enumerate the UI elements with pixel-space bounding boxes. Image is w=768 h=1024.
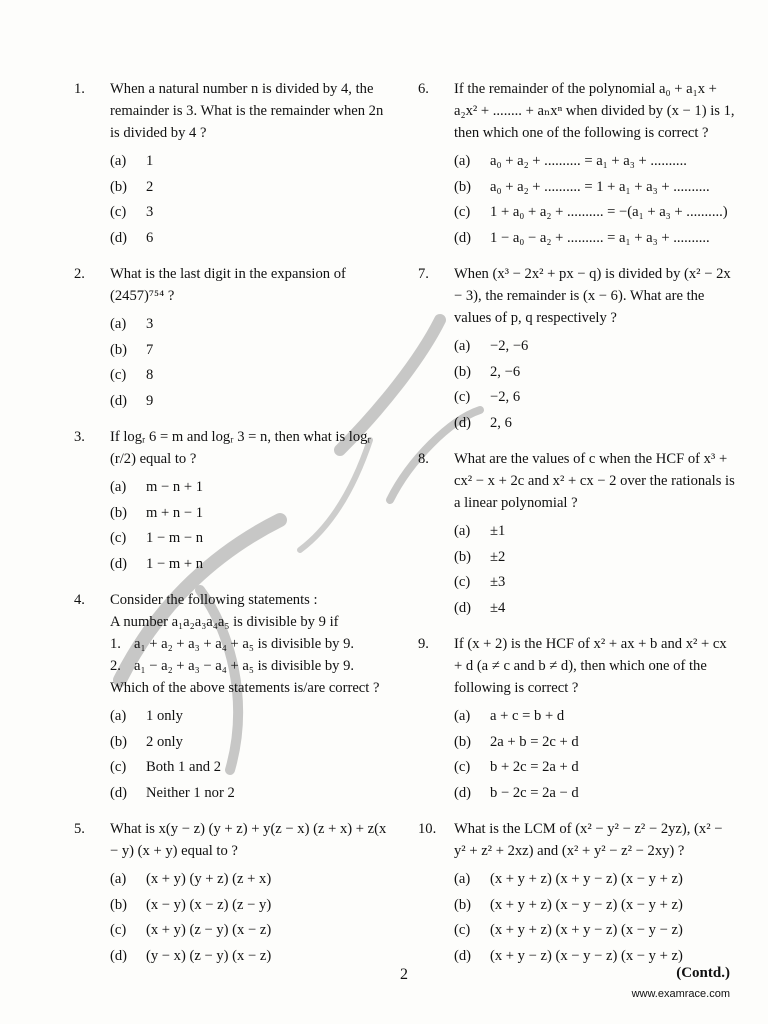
option-text: 1 − a₀ − a₂ + .......... = a₁ + a₃ + .......... [490,229,710,246]
options-list [110,149,396,251]
option [110,363,396,389]
option-label: (d) [454,784,472,801]
option-label: (c) [454,922,471,938]
option-text: −2, 6 [490,389,521,405]
option-text: (x + y + z) (x + y − z) (x − y − z) [490,922,683,938]
option [454,893,736,919]
question-number: 6. [418,81,429,97]
option-label: (b) [454,178,472,195]
option-text: (x + y − z) (x − y − z) (x − y + z) [490,947,683,964]
option-label: (d) [110,555,128,572]
option-text: 3 [146,316,154,332]
option-text: 2a + b = 2c + d [490,733,579,750]
option [110,389,396,415]
right-column [418,78,736,981]
option-label: (a) [454,523,471,539]
question-body [454,633,736,806]
option-text: m + n − 1 [146,504,203,521]
question-body [110,589,396,806]
option [110,730,396,756]
option-label: (b) [110,178,128,195]
option-text: (x + y) (z − y) (x − z) [146,922,272,938]
option [110,704,396,730]
option-text: 2, 6 [490,414,512,431]
option [110,226,396,252]
question [74,263,396,414]
option-text: 2, −6 [490,363,521,380]
option-text: ±2 [490,548,506,565]
option [110,552,396,578]
option-label: (a) [454,153,471,169]
question [74,818,396,969]
options-list [110,867,396,969]
option [110,944,396,970]
question [74,589,396,806]
continued-label: (Contd.) [676,965,730,981]
statement-number: 1. [110,636,121,652]
option-label: (c) [110,759,127,775]
option [110,526,396,552]
option-label: (b) [110,504,128,521]
option [454,755,736,781]
option [454,918,736,944]
question-number: 8. [418,451,429,467]
option [454,596,736,622]
option-text: (y − x) (z − y) (x − z) [146,947,272,964]
option-text: Both 1 and 2 [146,759,221,775]
option-label: (c) [110,530,127,546]
option-text: b − 2c = 2a − d [490,784,579,801]
option [110,755,396,781]
option [454,200,736,226]
question-body [454,818,736,969]
option [454,570,736,596]
statement [110,655,396,677]
question [418,78,736,251]
question-text: When a natural number n is divided by 4, the remainder is 3. What is the remainder when 2n is divided by 4 ? [110,81,384,141]
option [110,918,396,944]
option-text: b + 2c = 2a + d [490,759,579,775]
option [454,334,736,360]
question-body [110,78,396,251]
option-text: ±3 [490,574,506,590]
option-text: a₀ + a₂ + .......... = 1 + a₁ + a₃ + .......... [490,178,710,195]
option-text: 1 − m − n [146,530,203,546]
option-text: (x + y + z) (x − y − z) (x − y + z) [490,896,683,913]
option-label: (c) [454,574,471,590]
option-label: (d) [110,229,128,246]
option-label: (a) [454,871,471,887]
options-list [110,704,396,806]
option-label: (a) [110,153,127,169]
option-text: 9 [146,392,154,409]
question [74,426,396,577]
option-label: (b) [110,341,128,358]
options-list [454,149,736,251]
option [454,149,736,175]
option-label: (a) [110,316,127,332]
option-label: (c) [454,204,471,220]
question [418,448,736,621]
option [110,200,396,226]
option [110,867,396,893]
option-text: 7 [146,341,154,358]
option-label: (a) [110,871,127,887]
option [110,338,396,364]
question-text: What is the last digit in the expansion of (2457)⁷⁵⁴ ? [110,266,346,304]
option [110,893,396,919]
statement [110,633,396,655]
option-label: (b) [454,363,472,380]
option [454,730,736,756]
option-text: 3 [146,204,154,220]
question-text: If (x + 2) is the HCF of x² + ax + b and x² + cx + d (a ≠ c and b ≠ d), then which one of the following is correct ? [454,636,727,696]
question-subtext: A number a₁a₂a₃a₄a₅ is divisible by 9 if [110,614,339,630]
statement-text: a₁ + a₂ + a₃ + a₄ + a₅ is divisible by 9. [134,636,355,652]
option [110,475,396,501]
option-label: (d) [110,392,128,409]
option-text: ±1 [490,523,506,539]
option-label: (b) [454,733,472,750]
option-label: (a) [110,708,127,724]
option-text: a₀ + a₂ + .......... = a₁ + a₃ + .......... [490,153,687,169]
option-text: ±4 [490,599,506,616]
question-text: What are the values of c when the HCF of x³ + cx² − x + 2c and x² + cx − 2 over the rationals is a linear polynomial ? [454,451,735,511]
question-text: When (x³ − 2x² + px − q) is divided by (x² − 2x − 3), the remainder is (x − 6). What are the values of p, q respectively ? [454,266,731,326]
option-label: (b) [454,548,472,565]
website-url: www.examrace.com [631,988,730,1000]
question [74,78,396,251]
option [454,226,736,252]
option-text: −2, −6 [490,338,529,354]
question-text: If logᵣ 6 = m and logᵣ 3 = n, then what is logᵣ (r/2) equal to ? [110,429,371,467]
option-label: (a) [110,479,127,495]
option-text: Neither 1 nor 2 [146,784,235,801]
options-list [454,867,736,969]
option [454,867,736,893]
question-body [110,818,396,969]
question-text: Consider the following statements : [110,592,318,608]
option-label: (a) [454,708,471,724]
option [110,501,396,527]
options-list [454,704,736,806]
option [454,781,736,807]
option [454,519,736,545]
option-label: (d) [454,414,472,431]
option-text: 1 [146,153,154,169]
question-body [110,426,396,577]
question-text: What is x(y − z) (y + z) + y(z − x) (z + x) + z(x − y) (x + y) equal to ? [110,821,387,859]
option-label: (c) [110,922,127,938]
question-body [454,448,736,621]
question-number: 7. [418,266,429,282]
option-text: 1 + a₀ + a₂ + .......... = −(a₁ + a₃ + ..........) [490,204,728,220]
question-number: 1. [74,81,85,97]
question [418,263,736,436]
option-label: (d) [454,947,472,964]
left-column [74,78,396,981]
options-list [110,475,396,577]
option-label: (c) [110,204,127,220]
question-body [454,263,736,436]
option [454,411,736,437]
page-number: 2 [400,966,408,983]
option [110,781,396,807]
options-list [110,312,396,414]
question-body [110,263,396,414]
option-text: 2 [146,178,154,195]
options-list [454,334,736,436]
option-text: 1 − m + n [146,555,203,572]
question-text: If the remainder of the polynomial a₀ + a₁x + a₂x² + ........ + aₙxⁿ when divided by (x − 1) is 1, then which one of the following is correct ? [454,81,735,141]
option-label: (d) [110,784,128,801]
option [454,175,736,201]
option-label: (c) [110,367,127,383]
question-number: 4. [74,592,85,608]
option-text: 2 only [146,733,183,750]
option-label: (d) [454,599,472,616]
option-label: (c) [454,759,471,775]
option-label: (b) [454,896,472,913]
question-number: 2. [74,266,85,282]
option [110,175,396,201]
option-label: (c) [454,389,471,405]
question-text: What is the LCM of (x² − y² − z² − 2yz), (x² − y² + z² + 2xz) and (x² + y² − z² − 2xy) ? [454,821,723,859]
question-number: 9. [418,636,429,652]
option-text: 6 [146,229,154,246]
option-text: (x + y) (y + z) (z + x) [146,871,272,887]
option-label: (a) [454,338,471,354]
statement-number: 2. [110,658,121,674]
question-prompt: Which of the above statements is/are correct ? [110,680,380,696]
option [454,545,736,571]
option-label: (b) [110,896,128,913]
question-number: 5. [74,821,85,837]
options-list [454,519,736,621]
option-label: (b) [110,733,128,750]
option-text: (x − y) (x − z) (z − y) [146,896,272,913]
option-label: (d) [110,947,128,964]
question [418,818,736,969]
question [418,633,736,806]
option-label: (d) [454,229,472,246]
option [454,360,736,386]
option-text: (x + y + z) (x + y − z) (x − y + z) [490,871,683,887]
option-text: 8 [146,367,154,383]
option-text: m − n + 1 [146,479,203,495]
question-number: 3. [74,429,85,445]
option [454,385,736,411]
option-text: 1 only [146,708,183,724]
option [110,312,396,338]
statement-text: a₁ − a₂ + a₃ − a₄ + a₅ is divisible by 9. [134,658,355,674]
option [454,704,736,730]
option-text: a + c = b + d [490,708,565,724]
question-number: 10. [418,821,437,837]
option [110,149,396,175]
question-body [454,78,736,251]
